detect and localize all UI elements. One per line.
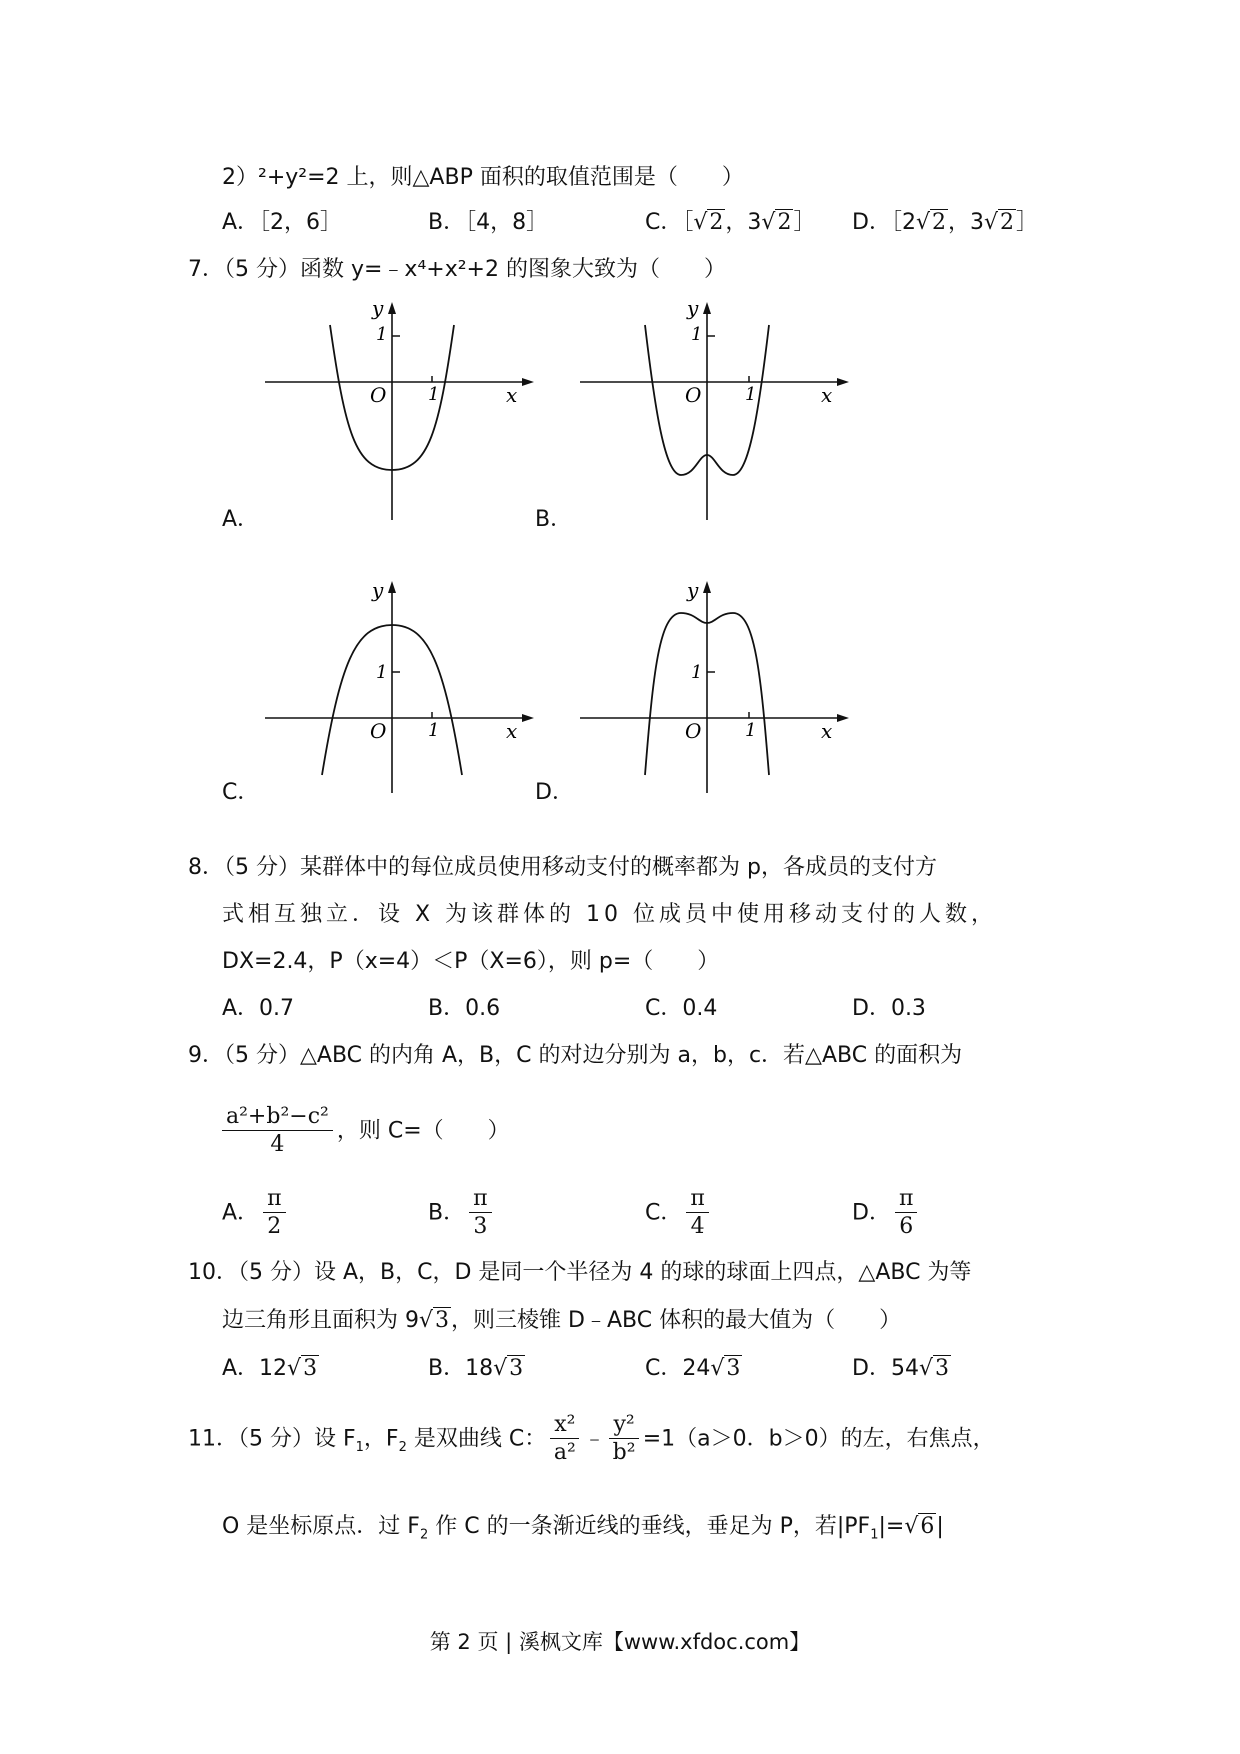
- q6-option-c: C．［√2，3√2］: [645, 210, 816, 235]
- q10-option-c: C．24√3: [645, 1356, 741, 1381]
- q10-line1: 10．（5 分）设 A，B，C，D 是同一个半径为 4 的球的球面上四点，△ABC 为等: [188, 1260, 972, 1285]
- q6-option-a: A．［2，6］: [222, 210, 343, 235]
- graph-a-label: A．: [222, 507, 260, 532]
- y-arrow-icon: [388, 302, 396, 314]
- page-footer: 第 2 页 | 溪枫文库【www.xfdoc.com】: [429, 1630, 811, 1654]
- tick-1-y: 1: [691, 662, 703, 683]
- x-arrow-icon: [837, 378, 849, 386]
- q8-option-c: C．0.4: [645, 996, 718, 1021]
- axis-y-label: y: [372, 578, 384, 602]
- q10-option-a: A．12√3: [222, 1356, 318, 1381]
- q8-line3: DX=2.4，P（x=4）＜P（X=6），则 p=（ ）: [222, 949, 720, 974]
- x-arrow-icon: [522, 378, 534, 386]
- q8-line1: 8．（5 分）某群体中的每位成员使用移动支付的概率都为 p，各成员的支付方: [188, 855, 937, 880]
- axis-x-label: x: [506, 383, 518, 407]
- tick-1-x: 1: [745, 384, 757, 405]
- tick-1-y: 1: [376, 662, 388, 683]
- q9-stem: 9．（5 分）△ABC 的内角 A，B，C 的对边分别为 a，b，c．若△ABC 的面积为: [188, 1043, 963, 1068]
- x-arrow-icon: [837, 714, 849, 722]
- q9-option-a: A． $\frac{\pi}{2}$: [222, 1186, 290, 1241]
- q7-stem: 7．（5 分）函数 y=﹣x⁴+x²+2 的图象大致为（ ）: [188, 257, 726, 282]
- axis-y-label: y: [372, 300, 384, 320]
- graph-d-label: D．: [535, 780, 574, 805]
- tick-1-x: 1: [745, 720, 757, 741]
- tick-1-x: 1: [428, 384, 440, 405]
- q8-line2: 式相互独立．设 X 为该群体的 10 位成员中使用移动支付的人数，: [222, 902, 998, 927]
- graph-b-label: B．: [535, 507, 573, 532]
- x-arrow-icon: [522, 714, 534, 722]
- tick-1-x: 1: [428, 720, 440, 741]
- y-arrow-icon: [388, 581, 396, 593]
- q6-option-d: D．［2√2，3√2］: [852, 210, 1039, 235]
- q11-line1: 11．（5 分）设 $F_1$，$F_2$ 是双曲线 C： $\frac{\text{x²}}{\text{a²}}$ ﹣ $\frac{\text{y²}}{\text{b²}}$ =1（a＞0．b＞0）的左，右焦点，: [188, 1412, 995, 1465]
- origin-label: O: [370, 719, 387, 743]
- q9-option-b: B． $\frac{\pi}{3}$: [428, 1186, 496, 1241]
- origin-label: O: [370, 383, 387, 407]
- axis-x-label: x: [506, 719, 518, 743]
- q8-option-a: A．0.7: [222, 996, 295, 1021]
- graph-c: [260, 575, 540, 800]
- q8-option-b: B．0.6: [428, 996, 501, 1021]
- q11-line2: O 是坐标原点．过 $F_2$ 作 C 的一条渐近线的垂线，垂足为 P，若$|PF_1|=√6|$: [222, 1514, 944, 1543]
- q9-option-d: D． $\frac{\pi}{6}$: [852, 1186, 921, 1241]
- q8-option-d: D．0.3: [852, 996, 926, 1021]
- axis-y-label: y: [687, 300, 699, 320]
- origin-label: O: [685, 719, 702, 743]
- graph-a: [260, 300, 540, 525]
- axis-y-label: y: [687, 578, 699, 602]
- q9-option-c: C． $\frac{\pi}{4}$: [645, 1186, 713, 1241]
- tick-1-y: 1: [691, 324, 703, 345]
- q10-option-b: B．18√3: [428, 1356, 524, 1381]
- q9-condition: $\frac{\text{a²+b²−c²}}{4}$ ，则 C=（ ）: [218, 1104, 510, 1159]
- q6-option-b: B．［4，8］: [428, 210, 549, 235]
- origin-label: O: [685, 383, 702, 407]
- graph-b: [575, 300, 855, 525]
- graph-c-label: C．: [222, 780, 260, 805]
- graph-d: [575, 575, 855, 800]
- tick-1-y: 1: [376, 324, 388, 345]
- area-fraction: $\frac{\text{a²+b²−c²}}{4}$: [222, 1104, 333, 1159]
- q10-line2: 边三角形且面积为 9√3，则三棱锥 D﹣ABC 体积的最大值为（ ）: [222, 1308, 902, 1333]
- y-arrow-icon: [703, 581, 711, 593]
- y-arrow-icon: [703, 302, 711, 314]
- axis-x-label: x: [821, 719, 833, 743]
- q6-tail: 2）²+y²=2 上，则△ABP 面积的取值范围是（ ）: [222, 165, 744, 190]
- q10-option-d: D．54√3: [852, 1356, 949, 1381]
- axis-x-label: x: [821, 383, 833, 407]
